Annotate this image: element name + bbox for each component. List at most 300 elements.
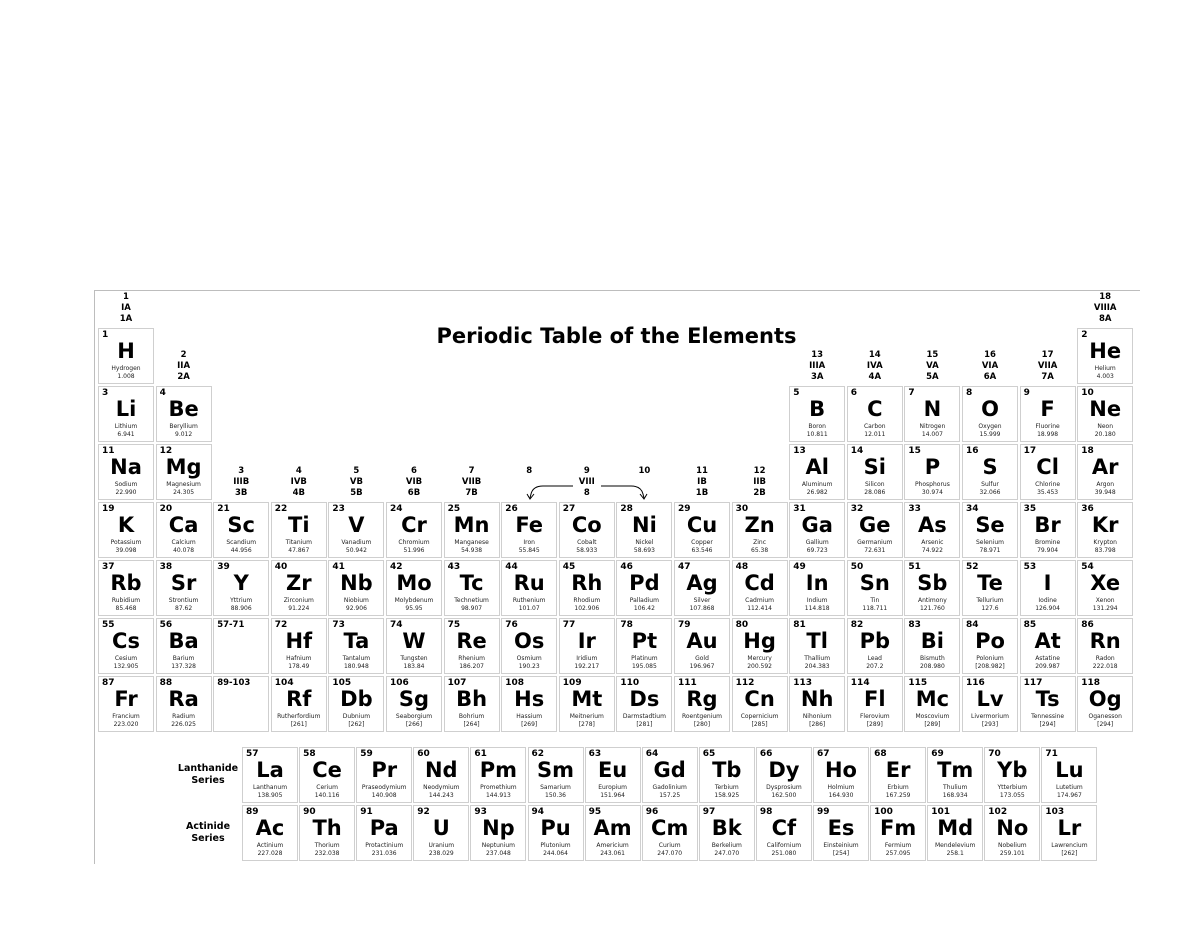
- element-magnesium[interactable]: [156, 444, 212, 500]
- element-atomic-mass: 200.592: [747, 663, 772, 670]
- element-protactinium[interactable]: [356, 805, 412, 861]
- element-atomic-number: 110: [620, 678, 640, 688]
- element-atomic-number: 69: [931, 749, 944, 759]
- element-symbol: Br: [1034, 513, 1061, 537]
- element-symbol: Rn: [1089, 629, 1121, 653]
- element-atomic-number: 64: [645, 749, 659, 759]
- element-symbol: Ag: [686, 571, 718, 595]
- element-name: Palladium: [629, 597, 659, 604]
- element-name: Copernicium: [740, 713, 779, 720]
- group-label: VIIIA: [1093, 303, 1117, 313]
- element-niobium[interactable]: [328, 560, 384, 616]
- element-yttrium[interactable]: [213, 560, 269, 616]
- element-atomic-number: 92: [417, 807, 430, 817]
- element-iodine[interactable]: [1020, 560, 1076, 616]
- element-symbol: Cr: [401, 513, 427, 537]
- element-uranium[interactable]: [413, 805, 469, 861]
- element-sulfur[interactable]: [962, 444, 1018, 500]
- group-label: 1A: [119, 314, 133, 324]
- element-atomic-number: 81: [793, 620, 806, 630]
- element-name: Carbon: [863, 423, 886, 430]
- element-cesium[interactable]: [98, 618, 154, 674]
- element-atomic-mass: 144.243: [428, 792, 454, 799]
- element-symbol: Os: [514, 629, 545, 653]
- element-atomic-mass: 208.980: [919, 663, 945, 670]
- element-atomic-mass: 238.029: [428, 850, 454, 857]
- element-atomic-number: 76: [505, 620, 518, 630]
- element-name: Rubidium: [111, 597, 141, 604]
- element-atomic-number: 56: [159, 620, 173, 630]
- element-atomic-number: 83: [908, 620, 921, 630]
- element-hassium[interactable]: [501, 676, 557, 732]
- element-fermium[interactable]: [870, 805, 926, 861]
- element-symbol: P: [924, 455, 941, 479]
- element-name: Terbium: [714, 784, 739, 791]
- element-moscovium[interactable]: [904, 676, 960, 732]
- element-atomic-mass: 150.36: [545, 792, 566, 799]
- group-label: VIII: [578, 477, 595, 487]
- element-name: Plutonium: [540, 842, 571, 849]
- group-label: 7A: [1041, 372, 1054, 382]
- element-atomic-mass: 140.908: [371, 792, 397, 799]
- element-atomic-number: 68: [874, 749, 887, 759]
- element-atomic-number: 43: [447, 562, 461, 572]
- element-symbol: Eu: [597, 758, 628, 782]
- element-symbol: Pu: [540, 816, 571, 840]
- group-label: IVB: [290, 477, 307, 487]
- element-atomic-number: 55: [102, 620, 115, 630]
- element-atomic-mass: 140.116: [314, 792, 340, 799]
- element-name: Fluorine: [1035, 423, 1060, 430]
- element-symbol: Sc: [227, 513, 255, 537]
- element-symbol: Cu: [686, 513, 718, 537]
- group-header-18: [1077, 292, 1133, 325]
- element-mendelevium[interactable]: [927, 805, 983, 861]
- element-seaborgium[interactable]: [386, 676, 442, 732]
- element-tennessine[interactable]: [1020, 676, 1076, 732]
- element-atomic-number: 48: [735, 562, 749, 572]
- element-atomic-mass: [262]: [1061, 850, 1078, 857]
- element-mercury[interactable]: [732, 618, 788, 674]
- element-sodium[interactable]: [98, 444, 154, 500]
- element-rubidium[interactable]: [98, 560, 154, 616]
- element-name: Technetium: [454, 597, 489, 604]
- element-name: Bismuth: [920, 655, 945, 662]
- element-einsteinium[interactable]: [813, 805, 869, 861]
- element-calcium[interactable]: [156, 502, 212, 558]
- group-label: VA: [926, 361, 939, 371]
- element-atomic-number: 106: [390, 678, 409, 688]
- element-nihonium[interactable]: [789, 676, 845, 732]
- element-hydrogen[interactable]: [98, 328, 154, 384]
- element-atomic-number: 114: [850, 678, 870, 688]
- element-atomic-number: 52: [966, 562, 979, 572]
- element-atomic-mass: 167.259: [885, 792, 911, 799]
- group-header-11: [674, 466, 730, 499]
- element-atomic-mass: 39.948: [1094, 489, 1116, 496]
- element-atomic-mass: 20.180: [1094, 431, 1116, 438]
- element-symbol: U: [432, 816, 450, 840]
- element-atomic-mass: 204.383: [804, 663, 830, 670]
- element-promethium[interactable]: [470, 747, 526, 803]
- element-name: Einsteinium: [823, 842, 859, 849]
- element-name: Platinum: [631, 655, 658, 662]
- actinide-range: 89-103: [217, 678, 251, 688]
- element-gallium[interactable]: [789, 502, 845, 558]
- element-technetium[interactable]: [444, 560, 500, 616]
- element-bohrium[interactable]: [444, 676, 500, 732]
- element-selenium[interactable]: [962, 502, 1018, 558]
- element-helium[interactable]: [1077, 328, 1133, 384]
- element-americium[interactable]: [585, 805, 641, 861]
- element-dysprosium[interactable]: [756, 747, 812, 803]
- element-atomic-mass: 24.305: [173, 489, 195, 496]
- element-atomic-mass: 32.066: [979, 489, 1001, 496]
- element-samarium[interactable]: [528, 747, 584, 803]
- element-name: Manganese: [454, 539, 489, 546]
- element-atomic-mass: 95.95: [405, 605, 423, 612]
- element-symbol: Rb: [110, 571, 142, 595]
- element-roentgenium[interactable]: [674, 676, 730, 732]
- element-atomic-number: 105: [332, 678, 352, 688]
- element-molybdenum[interactable]: [386, 560, 442, 616]
- element-atomic-mass: 158.925: [714, 792, 740, 799]
- element-symbol: Rg: [686, 687, 718, 711]
- element-name: Scandium: [226, 539, 257, 546]
- element-atomic-mass: [294]: [1039, 721, 1056, 728]
- element-atomic-mass: 151.964: [600, 792, 625, 799]
- element-argon[interactable]: [1077, 444, 1133, 500]
- element-symbol: Es: [827, 816, 855, 840]
- element-aluminum[interactable]: [789, 444, 845, 500]
- element-atomic-number: 4: [159, 388, 166, 398]
- element-atomic-number: 90: [303, 807, 316, 817]
- element-oganesson[interactable]: [1077, 676, 1133, 732]
- element-symbol: Sg: [398, 687, 430, 711]
- element-atomic-number: 22: [274, 504, 288, 514]
- element-thulium[interactable]: [927, 747, 983, 803]
- element-symbol: As: [918, 513, 947, 537]
- element-silver[interactable]: [674, 560, 730, 616]
- element-atomic-number: 104: [274, 678, 294, 688]
- element-atomic-number: 18: [1081, 446, 1094, 456]
- element-symbol: Zn: [744, 513, 775, 537]
- element-titanium[interactable]: [271, 502, 327, 558]
- element-ytterbium[interactable]: [984, 747, 1040, 803]
- element-symbol: Ti: [288, 513, 310, 537]
- element-atomic-mass: 102.906: [574, 605, 600, 612]
- element-atomic-mass: 244.064: [543, 850, 568, 857]
- element-symbol: K: [117, 513, 135, 537]
- element-symbol: Bi: [920, 629, 944, 653]
- element-symbol: Ac: [255, 816, 285, 840]
- element-atomic-number: 85: [1023, 620, 1037, 630]
- element-name: Germanium: [857, 539, 893, 546]
- element-chromium[interactable]: [386, 502, 442, 558]
- element-meitnerium[interactable]: [559, 676, 615, 732]
- element-neptunium[interactable]: [470, 805, 526, 861]
- element-atomic-number: 74: [390, 620, 403, 630]
- element-lawrencium[interactable]: [1041, 805, 1097, 861]
- element-iridium[interactable]: [559, 618, 615, 674]
- element-plutonium[interactable]: [528, 805, 584, 861]
- group-label: IA: [121, 303, 131, 313]
- element-atomic-number: 70: [988, 749, 1001, 759]
- element-krypton[interactable]: [1077, 502, 1133, 558]
- element-lanthanum[interactable]: [242, 747, 298, 803]
- element-name: Bromine: [1035, 539, 1061, 546]
- group-label: [501, 488, 557, 499]
- element-atomic-mass: 107.868: [689, 605, 715, 612]
- element-nitrogen[interactable]: [904, 386, 960, 442]
- element-xenon[interactable]: [1077, 560, 1133, 616]
- group-label: 6A: [983, 372, 997, 382]
- element-zinc[interactable]: [732, 502, 788, 558]
- element-symbol: Ho: [824, 758, 857, 782]
- element-scandium[interactable]: [213, 502, 269, 558]
- element-name: Hafnium: [286, 655, 312, 662]
- element-oxygen[interactable]: [962, 386, 1018, 442]
- element-indium[interactable]: [789, 560, 845, 616]
- element-atomic-number: 35: [1023, 504, 1037, 514]
- element-tin[interactable]: [847, 560, 903, 616]
- element-dubnium[interactable]: [328, 676, 384, 732]
- element-platinum[interactable]: [616, 618, 672, 674]
- group-label: 8: [526, 466, 533, 476]
- element-atomic-mass: 106.42: [633, 605, 655, 612]
- element-symbol: Hf: [285, 629, 313, 653]
- element-atomic-number: 100: [874, 807, 893, 817]
- element-silicon[interactable]: [847, 444, 903, 500]
- element-terbium[interactable]: [699, 747, 755, 803]
- element-californium[interactable]: [756, 805, 812, 861]
- element-symbol: Ga: [801, 513, 833, 537]
- element-thallium[interactable]: [789, 618, 845, 674]
- element-name: Chromium: [398, 539, 430, 546]
- element-atomic-number: 77: [562, 620, 576, 630]
- group-label: 3B: [234, 488, 248, 498]
- element-lead[interactable]: [847, 618, 903, 674]
- element-atomic-number: 3: [102, 388, 109, 398]
- element-vanadium[interactable]: [328, 502, 384, 558]
- element-symbol: I: [1043, 571, 1052, 595]
- element-symbol: Ra: [168, 687, 199, 711]
- element-atomic-mass: [289]: [866, 721, 883, 728]
- element-atomic-number: 11: [102, 446, 115, 456]
- element-rhodium[interactable]: [559, 560, 615, 616]
- element-atomic-mass: 207.2: [866, 663, 884, 670]
- element-cadmium[interactable]: [732, 560, 788, 616]
- element-carbon[interactable]: [847, 386, 903, 442]
- element-holmium[interactable]: [813, 747, 869, 803]
- element-atomic-number: 96: [645, 807, 659, 817]
- element-atomic-number: 57: [246, 749, 259, 759]
- element-name: Aluminum: [801, 481, 833, 488]
- element-name: Uranium: [428, 842, 455, 849]
- element-atomic-number: 30: [735, 504, 749, 514]
- element-chlorine[interactable]: [1020, 444, 1076, 500]
- frame-left-border: [94, 290, 95, 864]
- element-symbol: Si: [863, 455, 886, 479]
- element-tellurium[interactable]: [962, 560, 1018, 616]
- element-iron[interactable]: [501, 502, 557, 558]
- element-atomic-mass: 114.818: [804, 605, 830, 612]
- element-arsenic[interactable]: [904, 502, 960, 558]
- element-symbol: Ar: [1091, 455, 1119, 479]
- element-symbol: Cm: [651, 816, 689, 840]
- element-symbol: Np: [482, 816, 515, 840]
- element-beryllium[interactable]: [156, 386, 212, 442]
- element-name: Osmium: [516, 655, 542, 662]
- element-atomic-mass: [208.982]: [975, 663, 1005, 670]
- element-osmium[interactable]: [501, 618, 557, 674]
- group-header-15: [904, 350, 960, 383]
- element-symbol: Zr: [286, 571, 312, 595]
- element-atomic-mass: 54.938: [461, 547, 483, 554]
- element-astatine[interactable]: [1020, 618, 1076, 674]
- element-atomic-mass: [281]: [636, 721, 653, 728]
- element-lutetium[interactable]: [1041, 747, 1097, 803]
- element-germanium[interactable]: [847, 502, 903, 558]
- element-symbol: Lv: [976, 687, 1004, 711]
- group-label: 8: [583, 488, 590, 498]
- element-atomic-mass: 258.1: [946, 850, 964, 857]
- element-symbol: Sm: [536, 758, 574, 782]
- element-name: Americium: [596, 842, 629, 849]
- group-label: 2A: [177, 372, 190, 382]
- element-name: Dubnium: [342, 713, 371, 720]
- element-copper[interactable]: [674, 502, 730, 558]
- element-atomic-number: 108: [505, 678, 524, 688]
- element-tantalum[interactable]: [328, 618, 384, 674]
- element-symbol: Cd: [744, 571, 775, 595]
- element-cobalt[interactable]: [559, 502, 615, 558]
- element-symbol: Sn: [859, 571, 890, 595]
- element-lithium[interactable]: [98, 386, 154, 442]
- element-symbol: Pa: [369, 816, 399, 840]
- element-neodymium[interactable]: [413, 747, 469, 803]
- element-europium[interactable]: [585, 747, 641, 803]
- element-rhenium[interactable]: [444, 618, 500, 674]
- element-name: Livermorium: [971, 713, 1009, 720]
- element-francium[interactable]: [98, 676, 154, 732]
- element-atomic-number: 86: [1081, 620, 1094, 630]
- element-name: Lanthanum: [252, 784, 288, 791]
- element-symbol: Lu: [1055, 758, 1084, 782]
- element-manganese[interactable]: [444, 502, 500, 558]
- element-thorium[interactable]: [299, 805, 355, 861]
- element-name: Yttrium: [230, 597, 253, 604]
- element-name: Vanadium: [341, 539, 372, 546]
- element-rutherfordium[interactable]: [271, 676, 327, 732]
- element-hafnium[interactable]: [271, 618, 327, 674]
- element-bromine[interactable]: [1020, 502, 1076, 558]
- element-symbol: Ba: [168, 629, 199, 653]
- group-label: 6: [411, 466, 417, 476]
- element-atomic-mass: 137.328: [171, 663, 196, 670]
- element-name: Rhodium: [573, 597, 601, 604]
- element-darmstadtium[interactable]: [616, 676, 672, 732]
- element-symbol: Tc: [459, 571, 484, 595]
- element-atomic-mass: [286]: [809, 721, 826, 728]
- element-antimony[interactable]: [904, 560, 960, 616]
- element-barium[interactable]: [156, 618, 212, 674]
- element-bismuth[interactable]: [904, 618, 960, 674]
- element-berkelium[interactable]: [699, 805, 755, 861]
- element-nickel[interactable]: [616, 502, 672, 558]
- element-atomic-mass: 15.999: [979, 431, 1001, 438]
- element-palladium[interactable]: [616, 560, 672, 616]
- element-name: Tantalum: [342, 655, 371, 662]
- element-name: Ytterbium: [997, 784, 1028, 791]
- group-label: IB: [697, 477, 707, 487]
- element-curium[interactable]: [642, 805, 698, 861]
- element-symbol: S: [982, 455, 998, 479]
- element-symbol: Tb: [712, 758, 742, 782]
- element-symbol: Nh: [800, 687, 834, 711]
- element-gold[interactable]: [674, 618, 730, 674]
- element-atomic-number: 79: [678, 620, 691, 630]
- element-atomic-number: 15: [908, 446, 921, 456]
- element-atomic-number: 23: [332, 504, 345, 514]
- element-tungsten[interactable]: [386, 618, 442, 674]
- element-atomic-number: 95: [588, 807, 602, 817]
- element-ruthenium[interactable]: [501, 560, 557, 616]
- element-nobelium[interactable]: [984, 805, 1040, 861]
- element-gadolinium[interactable]: [642, 747, 698, 803]
- element-radium[interactable]: [156, 676, 212, 732]
- element-atomic-mass: 35.453: [1037, 489, 1059, 496]
- element-atomic-number: 24: [390, 504, 403, 514]
- element-atomic-mass: 259.101: [999, 850, 1025, 857]
- element-atomic-mass: 195.085: [631, 663, 657, 670]
- element-atomic-mass: 55.845: [518, 547, 540, 554]
- element-praseodymium[interactable]: [356, 747, 412, 803]
- group-label: 9: [583, 466, 590, 476]
- element-symbol: Ds: [629, 687, 660, 711]
- element-erbium[interactable]: [870, 747, 926, 803]
- element-boron[interactable]: [789, 386, 845, 442]
- element-polonium[interactable]: [962, 618, 1018, 674]
- element-atomic-number: 78: [620, 620, 633, 630]
- element-atomic-number: 47: [678, 562, 691, 572]
- element-strontium[interactable]: [156, 560, 212, 616]
- element-copernicium[interactable]: [732, 676, 788, 732]
- element-atomic-mass: 14.007: [921, 431, 943, 438]
- element-phosphorus[interactable]: [904, 444, 960, 500]
- element-atomic-number: 17: [1023, 446, 1037, 456]
- element-atomic-number: 59: [360, 749, 373, 759]
- element-name: Darmstadtium: [622, 713, 666, 720]
- element-fluorine[interactable]: [1020, 386, 1076, 442]
- element-name: Thorium: [314, 842, 340, 849]
- element-radon[interactable]: [1077, 618, 1133, 674]
- element-flerovium[interactable]: [847, 676, 903, 732]
- element-livermorium[interactable]: [962, 676, 1018, 732]
- element-cerium[interactable]: [299, 747, 355, 803]
- element-atomic-number: 25: [447, 504, 461, 514]
- element-zirconium[interactable]: [271, 560, 327, 616]
- element-neon[interactable]: [1077, 386, 1133, 442]
- element-potassium[interactable]: [98, 502, 154, 558]
- element-atomic-mass: 243.061: [600, 850, 625, 857]
- element-name: Phosphorus: [914, 481, 950, 488]
- element-name: Rutherfordium: [277, 713, 321, 720]
- group-label: 4B: [292, 488, 305, 498]
- element-symbol: Cn: [744, 687, 775, 711]
- element-actinium[interactable]: [242, 805, 298, 861]
- element-name: Berkelium: [711, 842, 742, 849]
